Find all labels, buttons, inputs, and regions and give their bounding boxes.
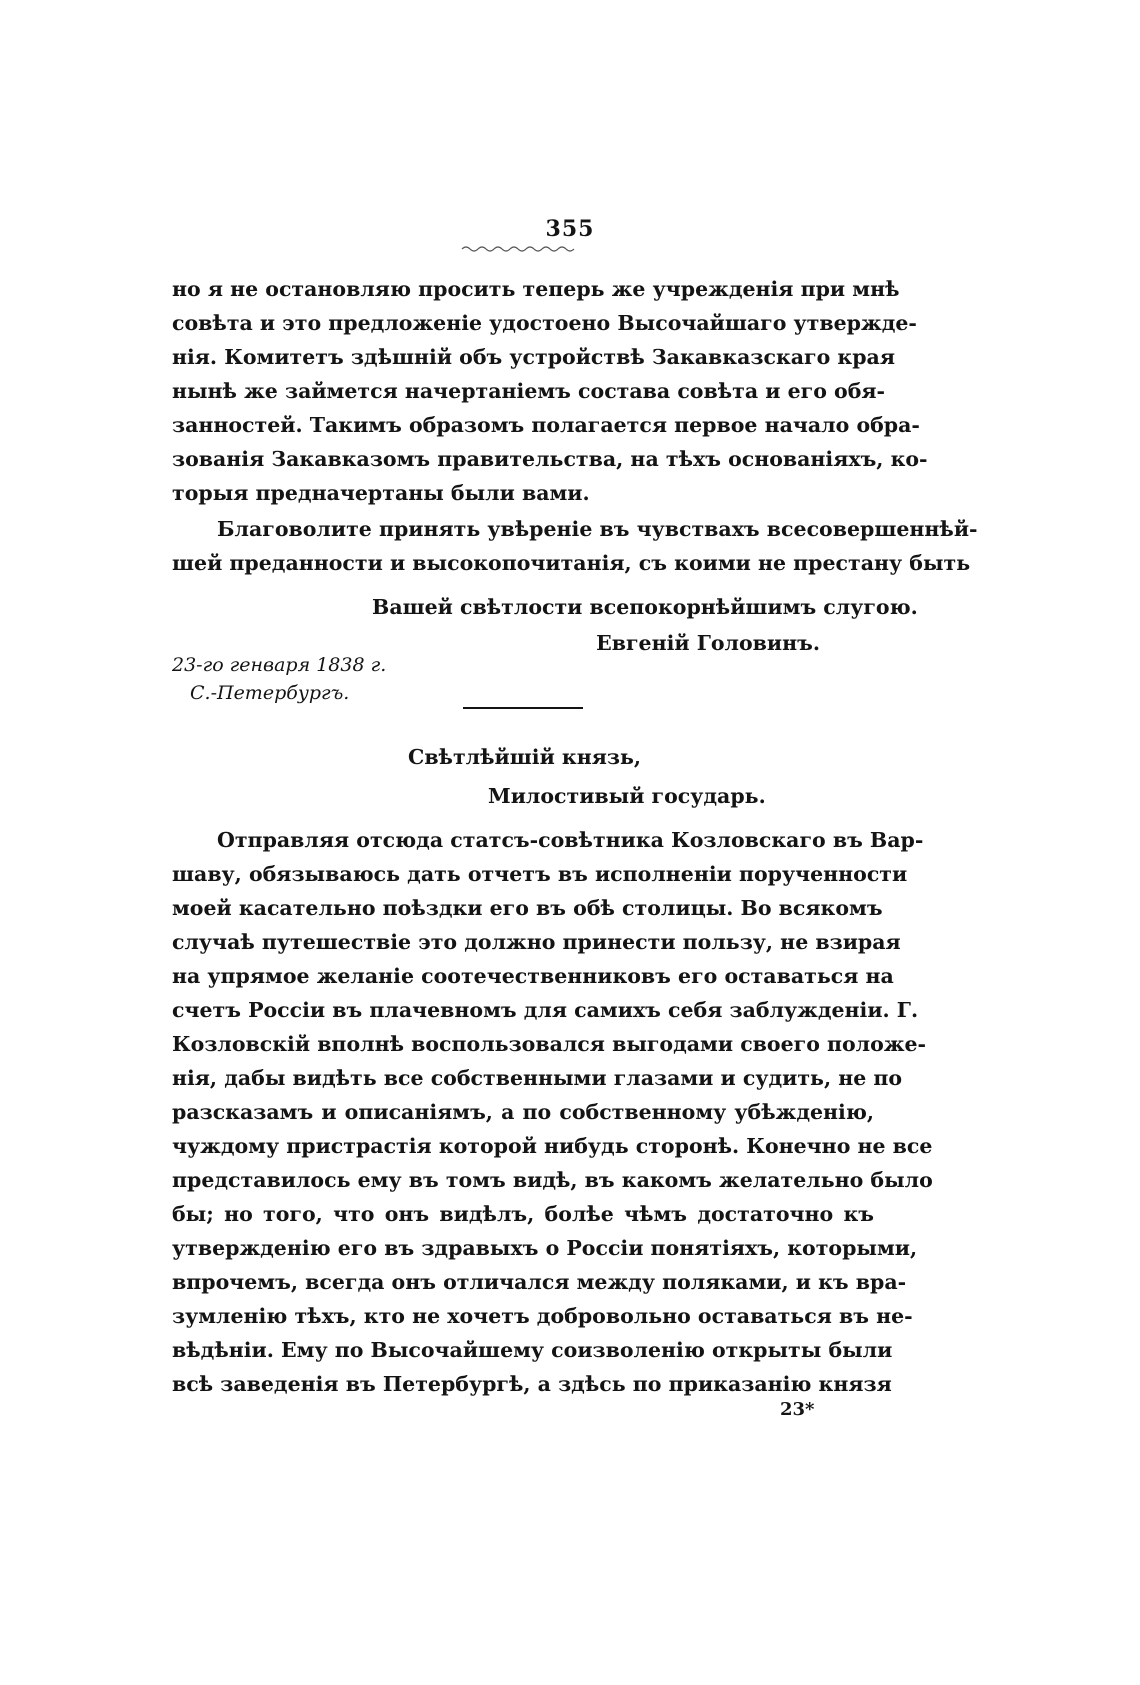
letter-place: С.-Петербургъ. [190, 682, 350, 704]
text-line: зумленію тѣхъ, кто не хочетъ добровольно оставаться въ не- [172, 1304, 913, 1328]
text-line: на упрямое желаніе соотечественниковъ его оставаться на [172, 964, 894, 988]
text-line: шаву, обязываюсь дать отчетъ въ исполненіи порученности [172, 862, 908, 886]
signer-name: Евгеній Головинъ. [596, 631, 820, 655]
letter-date: 23-го генваря 1838 г. [172, 654, 387, 676]
text-line: зованія Закавказомъ правительства, на тѣхъ основаніяхъ, ко- [172, 447, 928, 471]
text-line: торыя предначертаны были вами. [172, 481, 590, 505]
text-line: чуждому пристрастія которой нибудь сторонѣ. Конечно не все [172, 1134, 933, 1158]
page-number: 355 [545, 216, 595, 242]
ornament-divider [462, 244, 580, 254]
text-line: совѣта и это предложеніе удостоено Высочайшаго утвержде- [172, 311, 917, 335]
text-line: бы; но того, что онъ видѣлъ, болѣе чѣмъ достаточно къ [172, 1202, 874, 1226]
text-line: утвержденію его въ здравыхъ о Россіи понятіяхъ, которыми, [172, 1236, 918, 1260]
text-line: нынѣ же займется начертаніемъ состава совѣта и его обя- [172, 379, 886, 403]
text-line: нія, дабы видѣть все собственными глазами и судить, не по [172, 1066, 903, 1090]
text-line: но я не остановляю просить теперь же учрежденія при мнѣ [172, 277, 900, 301]
paragraph-3 [172, 823, 933, 1401]
text-line: случаѣ путешествіе это должно принести пользу, не взирая [172, 930, 901, 954]
sheet-signature-mark: 23* [780, 1399, 815, 1420]
text-line: занностей. Такимъ образомъ полагается первое начало обра- [172, 413, 920, 437]
text-line: вѣдѣніи. Ему по Высочайшему соизволенію открыты были [172, 1338, 893, 1362]
text-line: шей преданности и высокопочитанія, съ коими не престану быть [172, 551, 971, 575]
text-line: разсказамъ и описаніямъ, а по собственному убѣжденію, [172, 1100, 874, 1124]
closing-line: Вашей свѣтлости всепокорнѣйшимъ слугою. [372, 595, 918, 619]
text-line: нія. Комитетъ здѣшній объ устройствѣ Закавказскаго края [172, 345, 895, 369]
text-line: Отправляя отсюда статсъ-совѣтника Козловскаго въ Вар- [217, 828, 924, 852]
text-line: Козловскій вполнѣ воспользовался выгодами своего положе- [172, 1032, 927, 1056]
text-line: представилось ему въ томъ видѣ, въ какомъ желательно было [172, 1168, 933, 1192]
text-line: всѣ заведенія въ Петербургѣ, а здѣсь по приказанію князя [172, 1372, 892, 1396]
text-line: впрочемъ, всегда онъ отличался между поляками, и къ вра- [172, 1270, 907, 1294]
text-line: моей касательно поѣздки его въ обѣ столицы. Во всякомъ [172, 896, 883, 920]
salutation-line-2: Милостивый государь. [488, 784, 766, 808]
paragraph-2 [172, 512, 978, 580]
text-line: Благоволите принять увѣреніе въ чувствахъ всесовершеннѣй- [217, 517, 978, 541]
section-divider [463, 707, 583, 709]
salutation-line-1: Свѣтлѣйшій князь, [408, 745, 641, 769]
text-line: счетъ Россіи въ плачевномъ для самихъ себя заблужденіи. Г. [172, 998, 919, 1022]
paragraph-1 [172, 272, 928, 510]
